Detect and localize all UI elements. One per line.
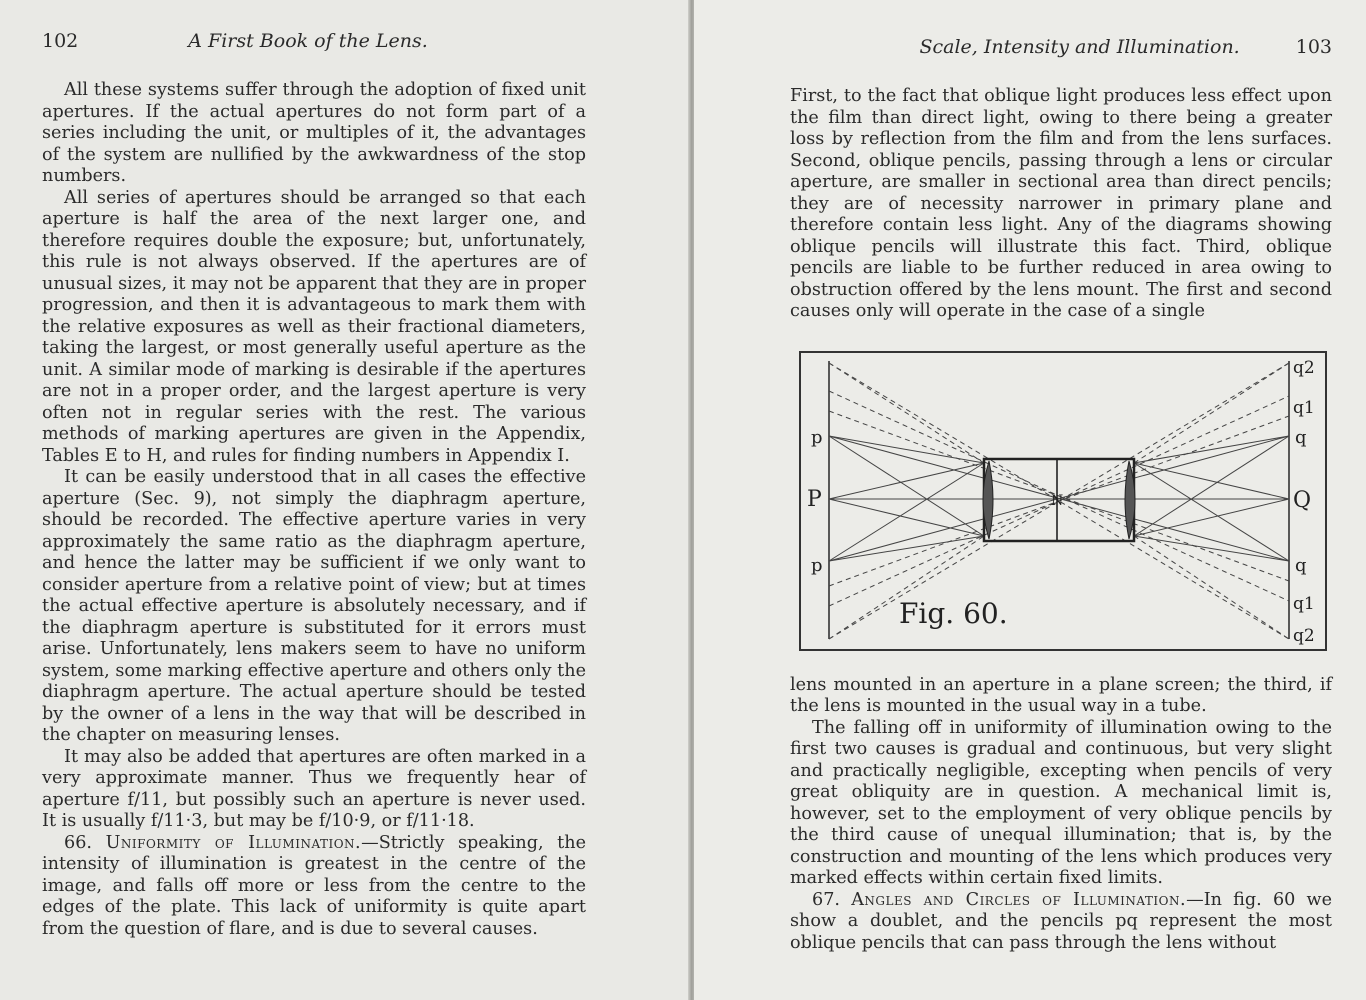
- label-N: N: [1051, 492, 1064, 509]
- section-66-paragraph: [42, 833, 586, 941]
- section-67-paragraph: [790, 890, 1332, 955]
- section-text: —Strictly speaking, the intensity of illumination is greatest in the centre of the image, and falls off more or less from the centre to the edges of the plate. This lack of uniformity is quite apart from the question of flare, and is due to several causes.: [42, 832, 586, 939]
- running-title: Scale, Intensity and Illumination.: [919, 36, 1240, 58]
- paragraph: All series of apertures should be arranged so that each aperture is half the area of the next larger one, and therefore requires double the exposure; but, unfortunately, this rule is not always observed. If the apertures are of unusual sizes, it may not be apparent that they are in proper progression, and then it is advantageous to mark them with the relative exposures as well as their fractional diameters, taking the largest, or most generally useful aperture as the unit. A similar mode of marking is desirable if the apertures are not in a proper order, and the largest aperture is very often not in regular series with the rest. The various methods of marking apertures are given in the Appendix, Tables E to H, and rules for finding numbers in Appendix I.: [42, 187, 586, 466]
- label-p-bottom: p: [811, 554, 823, 576]
- lens-diagram: [799, 351, 1327, 651]
- label-p-top: p: [811, 426, 823, 448]
- paragraph: lens mounted in an aperture in a plane screen; the third, if the lens is mounted in the usual way in a tube.: [790, 674, 1332, 716]
- page-number: 103: [1295, 36, 1332, 58]
- running-title: A First Book of the Lens.: [188, 30, 428, 52]
- paragraph: It may also be added that apertures are often marked in a very approximate manner. Thus we frequently hear of aperture f/11, but possibly such an aperture is never used. It is usually f/11·3, but may be f/10·9, or f/11·18.: [42, 746, 586, 831]
- paragraph: All these systems suffer through the adoption of fixed unit apertures. If the actual apertures do not form part of a series including the unit, or multiples of it, the advantages of the system are nullified by the awkwardness of the stop numbers.: [42, 80, 586, 186]
- figure-caption: Fig. 60.: [899, 596, 1008, 630]
- label-q1-top: q1: [1293, 397, 1315, 418]
- label-q2-top: q2: [1293, 357, 1315, 378]
- label-P: P: [807, 486, 822, 512]
- label-q1-bottom: q1: [1293, 593, 1315, 614]
- left-page-header: [42, 30, 586, 62]
- paragraph: It can be easily understood that in all cases the effective aperture (Sec. 9), not simply the diaphragm aperture, should be recorded. The effective aperture varies in very approximately the same ratio as the diaphragm aperture, and hence the latter may be sufficient if we only want to consider aperture from a relative point of view; but at times the actual effective aperture is absolutely necessary, and if the diaphragm aperture is substituted for it errors must arise. Unfortunately, lens makers seem to have no uniform system, some marking effective aperture and others only the diaphragm aperture. The actual aperture should be tested by the owner of a lens in the way that will be described in the chapter on measuring lenses.: [42, 467, 586, 745]
- section-text: —In fig. 60 we show a doublet, and the pencils pq represent the most oblique pencils that can pass through the lens without: [790, 889, 1332, 953]
- label-q-top: q: [1295, 426, 1307, 448]
- right-page-header: [790, 36, 1332, 68]
- section-number: 67.: [812, 889, 840, 910]
- page-number: 102: [42, 30, 79, 52]
- label-q2-bottom: q2: [1293, 625, 1315, 646]
- label-Q: Q: [1293, 487, 1312, 513]
- section-heading: Angles and Circles of Illumination.: [851, 889, 1187, 910]
- section-number: 66.: [64, 832, 92, 853]
- paragraph: The falling off in uniformity of illumination owing to the first two causes is gradual and continuous, but very slight and practically negligible, excepting when pencils of very great obliquity are in question. A mechanical limit is, however, set to the employment of very oblique pencils by the third cause of unequal illumination; that is, by the construction and mounting of the lens which produces very marked effects within certain fixed limits.: [790, 717, 1332, 888]
- paragraph: First, to the fact that oblique light produces less effect upon the film than direct light, owing to there being a greater loss by reflection from the film and from the lens surfaces. Second, oblique pencils, passing through a lens or circular aperture, are smaller in sectional area than direct pencils; they are of necessity narrower in primary plane and therefore contain less light. Any of the diagrams showing oblique pencils will illustrate this fact. Third, oblique pencils are liable to be further reduced in area owing to obstruction offered by the lens mount. The first and second causes only will operate in the case of a single: [790, 86, 1332, 321]
- figure-60: [799, 351, 1327, 651]
- right-page: [694, 0, 1366, 1000]
- section-heading: Uniformity of Illumination.: [105, 832, 362, 853]
- label-q-bottom: q: [1295, 554, 1307, 576]
